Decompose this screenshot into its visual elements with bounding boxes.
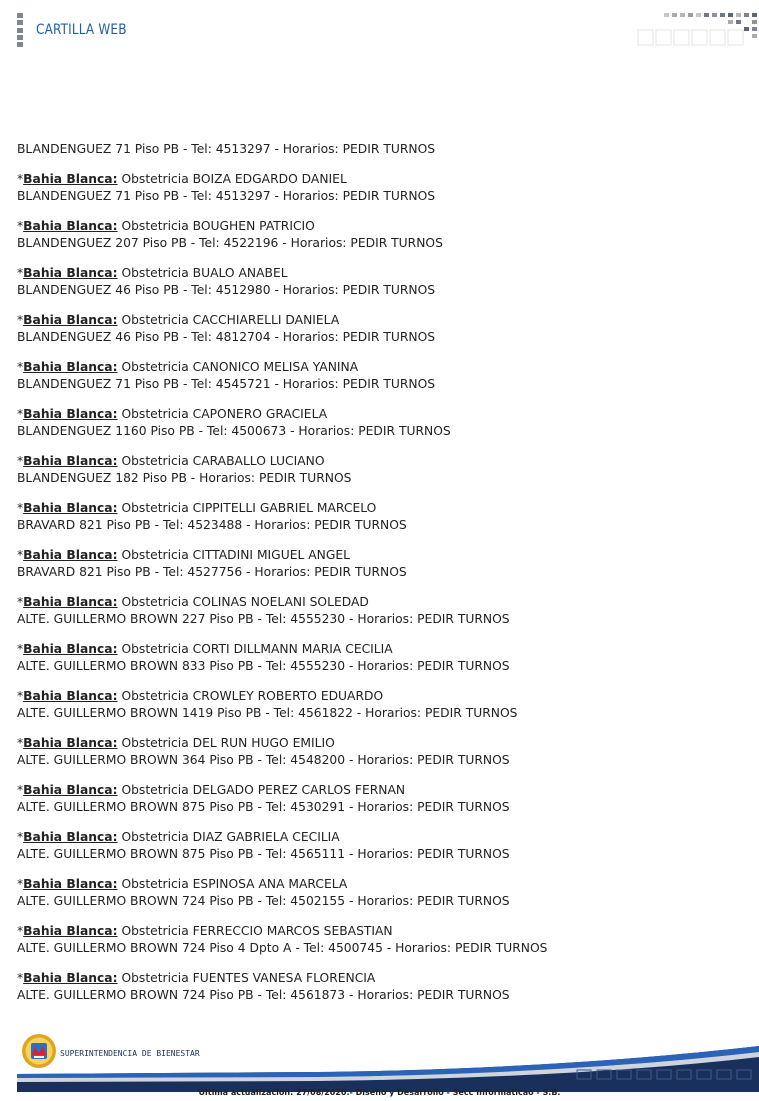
provider-entry: [17, 594, 742, 628]
provider-entry: [17, 876, 742, 910]
provider-name-line: [17, 782, 742, 799]
provider-name-line: [17, 876, 742, 893]
city-label: Bahia Blanca:: [23, 877, 118, 891]
provider-name-line: [17, 312, 742, 329]
provider-entry: [17, 735, 742, 769]
provider-name-line: [17, 453, 742, 470]
provider-address: BLANDENGUEZ 71 Piso PB - Tel: 4513297 - Horarios: PEDIR TURNOS: [17, 189, 436, 203]
city-label: Bahia Blanca:: [23, 642, 118, 656]
city-label: Bahia Blanca:: [23, 689, 118, 703]
provider-address: ALTE. GUILLERMO BROWN 1419 Piso PB - Tel: 4561822 - Horarios: PEDIR TURNOS: [17, 706, 518, 720]
provider-name: Obstetricia CORTI DILLMANN MARIA CECILIA: [117, 642, 393, 656]
city-label: Bahia Blanca:: [23, 313, 118, 327]
provider-name: Obstetricia CIPPITELLI GABRIEL MARCELO: [117, 501, 377, 515]
provider-name-line: [17, 594, 742, 611]
city-label: Bahia Blanca:: [23, 407, 118, 421]
footer-brand-name: SUPERINTENDENCIA DE BIENESTAR: [60, 1049, 200, 1058]
provider-entry: [17, 782, 742, 816]
provider-entry: [17, 218, 742, 252]
provider-name-line: [17, 171, 742, 188]
provider-name-line: [17, 688, 742, 705]
page-footer: [0, 1024, 759, 1101]
city-label: Bahia Blanca:: [23, 595, 118, 609]
provider-address: ALTE. GUILLERMO BROWN 833 Piso PB - Tel: 4555230 - Horarios: PEDIR TURNOS: [17, 659, 510, 673]
asterisk-prefix: *: [17, 924, 24, 938]
provider-name-line: [17, 829, 742, 846]
asterisk-prefix: *: [17, 971, 24, 985]
continued-address-line: BLANDENGUEZ 71 Piso PB - Tel: 4513297 - Horarios: PEDIR TURNOS: [17, 142, 436, 156]
provider-address: BRAVARD 821 Piso PB - Tel: 4523488 - Horarios: PEDIR TURNOS: [17, 518, 407, 532]
provider-name: Obstetricia BOIZA EDGARDO DANIEL: [117, 172, 347, 186]
provider-address: ALTE. GUILLERMO BROWN 724 Piso PB - Tel: 4561873 - Horarios: PEDIR TURNOS: [17, 988, 510, 1002]
footer-wave-banner: [17, 1030, 759, 1092]
city-label: Bahia Blanca:: [23, 266, 118, 280]
provider-entry: [17, 406, 742, 440]
entry-list: [17, 171, 742, 1004]
asterisk-prefix: *: [17, 689, 24, 703]
provider-name: Obstetricia DIAZ GABRIELA CECILIA: [117, 830, 340, 844]
provider-address: ALTE. GUILLERMO BROWN 875 Piso PB - Tel: 4565111 - Horarios: PEDIR TURNOS: [17, 847, 510, 861]
provider-name: Obstetricia FERRECCIO MARCOS SEBASTIAN: [117, 924, 393, 938]
asterisk-prefix: *: [17, 548, 24, 562]
provider-entry: [17, 641, 742, 675]
city-label: Bahia Blanca:: [23, 924, 118, 938]
asterisk-prefix: *: [17, 313, 24, 327]
asterisk-prefix: *: [17, 266, 24, 280]
header-squares-decoration-icon: [636, 10, 759, 48]
provider-name: Obstetricia BOUGHEN PATRICIO: [117, 219, 315, 233]
provider-entry: [17, 829, 742, 863]
asterisk-prefix: *: [17, 454, 24, 468]
city-label: Bahia Blanca:: [23, 501, 118, 515]
provider-address: BLANDENGUEZ 71 Piso PB - Tel: 4545721 - Horarios: PEDIR TURNOS: [17, 377, 436, 391]
asterisk-prefix: *: [17, 407, 24, 421]
provider-name-line: [17, 265, 742, 282]
city-label: Bahia Blanca:: [23, 172, 118, 186]
provider-name: Obstetricia BUALO ANABEL: [117, 266, 288, 280]
provider-entry: [17, 312, 742, 346]
city-label: Bahia Blanca:: [23, 219, 118, 233]
provider-entry: [17, 923, 742, 957]
provider-address: ALTE. GUILLERMO BROWN 724 Piso PB - Tel: 4502155 - Horarios: PEDIR TURNOS: [17, 894, 510, 908]
provider-address: ALTE. GUILLERMO BROWN 724 Piso 4 Dpto A - Tel: 4500745 - Horarios: PEDIR TURNOS: [17, 941, 548, 955]
provider-address: ALTE. GUILLERMO BROWN 364 Piso PB - Tel: 4548200 - Horarios: PEDIR TURNOS: [17, 753, 510, 767]
city-label: Bahia Blanca:: [23, 548, 118, 562]
provider-name-line: [17, 923, 742, 940]
provider-name: Obstetricia CAPONERO GRACIELA: [117, 407, 328, 421]
city-label: Bahia Blanca:: [23, 783, 118, 797]
provider-address: BRAVARD 821 Piso PB - Tel: 4527756 - Horarios: PEDIR TURNOS: [17, 565, 407, 579]
provider-name: Obstetricia CACCHIARELLI DANIELA: [117, 313, 340, 327]
city-label: Bahia Blanca:: [23, 736, 118, 750]
provider-entry: [17, 359, 742, 393]
provider-name: Obstetricia ESPINOSA ANA MARCELA: [117, 877, 348, 891]
provider-address: BLANDENGUEZ 207 Piso PB - Tel: 4522196 - Horarios: PEDIR TURNOS: [17, 236, 443, 250]
asterisk-prefix: *: [17, 736, 24, 750]
provider-address: ALTE. GUILLERMO BROWN 875 Piso PB - Tel: 4530291 - Horarios: PEDIR TURNOS: [17, 800, 510, 814]
city-label: Bahia Blanca:: [23, 454, 118, 468]
asterisk-prefix: *: [17, 501, 24, 515]
provider-name-line: [17, 406, 742, 423]
provider-address: ALTE. GUILLERMO BROWN 227 Piso PB - Tel: 4555230 - Horarios: PEDIR TURNOS: [17, 612, 510, 626]
provider-name-line: [17, 641, 742, 658]
provider-entry: [17, 688, 742, 722]
city-label: Bahia Blanca:: [23, 360, 118, 374]
asterisk-prefix: *: [17, 830, 24, 844]
provider-address: BLANDENGUEZ 1160 Piso PB - Tel: 4500673 - Horarios: PEDIR TURNOS: [17, 424, 451, 438]
asterisk-prefix: *: [17, 783, 24, 797]
provider-list: [17, 141, 742, 1004]
provider-address: BLANDENGUEZ 46 Piso PB - Tel: 4812704 - Horarios: PEDIR TURNOS: [17, 330, 436, 344]
asterisk-prefix: *: [17, 877, 24, 891]
asterisk-prefix: *: [17, 595, 24, 609]
provider-name: Obstetricia CANONICO MELISA YANINA: [117, 360, 359, 374]
provider-address: BLANDENGUEZ 182 Piso PB - Horarios: PEDIR TURNOS: [17, 471, 352, 485]
provider-entry: [17, 500, 742, 534]
provider-name: Obstetricia COLINAS NOELANI SOLEDAD: [117, 595, 369, 609]
provider-name: Obstetricia CARABALLO LUCIANO: [117, 454, 325, 468]
provider-entry: [17, 171, 742, 205]
page-title: CARTILLA WEB: [36, 22, 127, 38]
asterisk-prefix: *: [17, 642, 24, 656]
provider-entry: [17, 547, 742, 581]
provider-name-line: [17, 547, 742, 564]
page-header: [0, 0, 759, 60]
provider-name-line: [17, 735, 742, 752]
city-label: Bahia Blanca:: [23, 830, 118, 844]
footer-update-note: Última actualización: 27/08/2020.- Diseño y Desarrollo - Secc Informáticao - S.B.: [198, 1088, 561, 1097]
provider-address: BLANDENGUEZ 46 Piso PB - Tel: 4512980 - Horarios: PEDIR TURNOS: [17, 283, 436, 297]
asterisk-prefix: *: [17, 219, 24, 233]
provider-name-line: [17, 218, 742, 235]
provider-entry: [17, 453, 742, 487]
asterisk-prefix: *: [17, 172, 24, 186]
institution-seal-icon: [21, 1033, 57, 1069]
provider-name-line: [17, 500, 742, 517]
provider-entry: [17, 970, 742, 1004]
provider-name: Obstetricia DEL RUN HUGO EMILIO: [117, 736, 335, 750]
city-label: Bahia Blanca:: [23, 971, 118, 985]
provider-name-line: [17, 359, 742, 376]
asterisk-prefix: *: [17, 360, 24, 374]
provider-name: Obstetricia DELGADO PEREZ CARLOS FERNAN: [117, 783, 406, 797]
provider-entry: [17, 265, 742, 299]
provider-name: Obstetricia CROWLEY ROBERTO EDUARDO: [117, 689, 384, 703]
provider-name: Obstetricia FUENTES VANESA FLORENCIA: [117, 971, 376, 985]
provider-name-line: [17, 970, 742, 987]
provider-name: Obstetricia CITTADINI MIGUEL ANGEL: [117, 548, 350, 562]
header-bar-icon: [17, 13, 23, 47]
